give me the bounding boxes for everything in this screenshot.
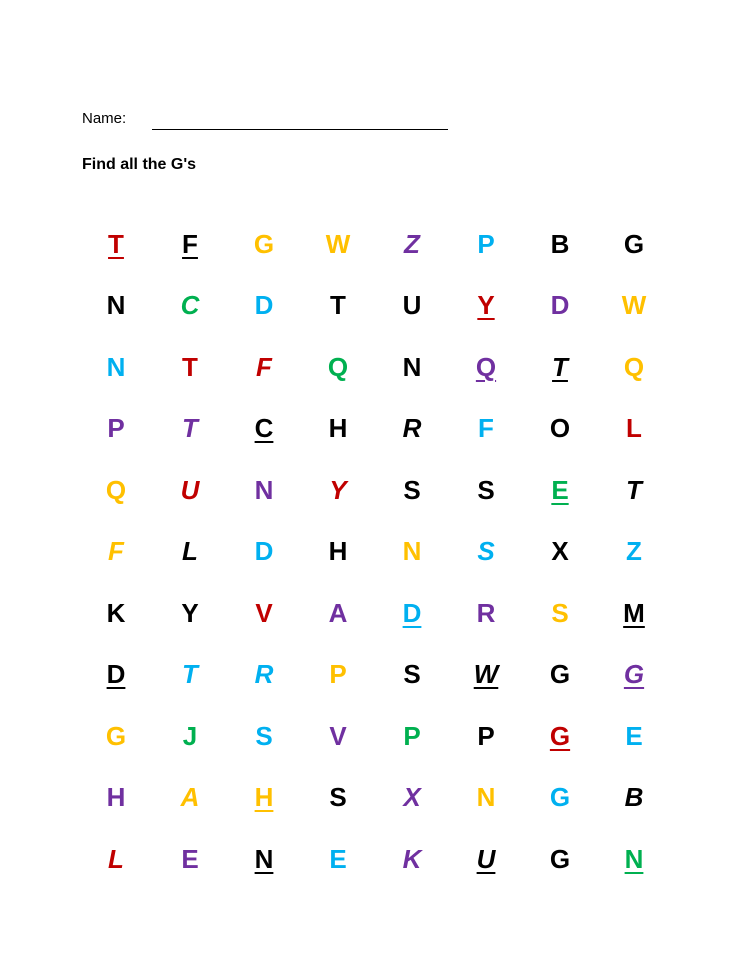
grid-letter[interactable]: A [328, 597, 348, 628]
grid-letter[interactable]: R [476, 597, 496, 628]
grid-letter[interactable]: N [476, 782, 496, 813]
grid-letter[interactable]: Z [626, 536, 642, 567]
grid-letter[interactable]: R [402, 413, 422, 444]
grid-letter[interactable]: Z [404, 228, 420, 259]
grid-letter[interactable]: U [180, 474, 200, 505]
grid-letter[interactable]: Y [181, 597, 199, 628]
grid-letter[interactable]: C [180, 290, 200, 321]
grid-letter[interactable]: L [108, 843, 124, 874]
grid-letter[interactable]: U [476, 843, 496, 874]
grid-letter[interactable]: V [255, 597, 273, 628]
grid-letter[interactable]: B [624, 782, 644, 813]
grid-letter[interactable]: M [623, 597, 645, 628]
grid-letter[interactable]: T [182, 659, 198, 690]
grid-letter[interactable]: Q [475, 351, 497, 382]
grid-letter[interactable]: Q [623, 351, 645, 382]
grid-letter[interactable]: G [105, 720, 127, 751]
grid-letter[interactable]: E [551, 474, 569, 505]
grid-letter[interactable]: P [477, 228, 495, 259]
grid-letter[interactable]: A [180, 782, 200, 813]
letter-grid [79, 213, 671, 890]
worksheet-title: Find all the G's [82, 156, 197, 173]
grid-letter[interactable]: P [329, 659, 347, 690]
grid-letter[interactable]: S [403, 659, 421, 690]
grid-letter[interactable]: G [623, 659, 645, 690]
grid-letter[interactable]: D [402, 597, 422, 628]
name-write-line[interactable] [152, 129, 448, 130]
grid-letter[interactable]: U [402, 290, 422, 321]
grid-letter[interactable]: E [181, 843, 199, 874]
grid-letter[interactable]: S [477, 536, 495, 567]
grid-letter[interactable]: D [254, 536, 274, 567]
grid-letter[interactable]: S [477, 474, 495, 505]
grid-letter[interactable]: N [106, 290, 126, 321]
grid-letter[interactable]: J [182, 720, 198, 751]
grid-letter[interactable]: H [106, 782, 126, 813]
name-label: Name: [82, 110, 127, 127]
grid-letter[interactable]: D [550, 290, 570, 321]
grid-letter[interactable]: S [403, 474, 421, 505]
grid-letter[interactable]: E [625, 720, 643, 751]
grid-letter[interactable]: Q [327, 351, 349, 382]
grid-letter[interactable]: G [549, 659, 571, 690]
grid-letter[interactable]: B [550, 228, 570, 259]
grid-letter[interactable]: Y [477, 290, 495, 321]
grid-letter[interactable]: Q [105, 474, 127, 505]
grid-letter[interactable]: Y [329, 474, 347, 505]
grid-letter[interactable]: X [403, 782, 421, 813]
grid-letter[interactable]: T [552, 351, 568, 382]
grid-letter[interactable]: W [621, 290, 647, 321]
grid-letter[interactable]: D [106, 659, 126, 690]
grid-letter[interactable]: P [107, 413, 125, 444]
grid-letter[interactable]: F [478, 413, 494, 444]
grid-letter[interactable]: W [473, 659, 499, 690]
grid-letter[interactable]: K [106, 597, 126, 628]
grid-letter[interactable]: G [549, 782, 571, 813]
grid-letter[interactable]: T [330, 290, 346, 321]
grid-letter[interactable]: V [329, 720, 347, 751]
grid-letter[interactable]: F [108, 536, 124, 567]
grid-letter[interactable]: S [329, 782, 347, 813]
grid-letter[interactable]: S [551, 597, 569, 628]
grid-letter[interactable]: N [624, 843, 644, 874]
grid-letter[interactable]: D [254, 290, 274, 321]
grid-letter[interactable]: P [403, 720, 421, 751]
grid-letter[interactable]: G [623, 228, 645, 259]
name-row [82, 110, 482, 134]
grid-letter[interactable]: H [254, 782, 274, 813]
grid-letter[interactable]: F [182, 228, 198, 259]
grid-letter[interactable]: T [182, 351, 198, 382]
grid-letter[interactable]: G [253, 228, 275, 259]
grid-letter[interactable]: N [254, 474, 274, 505]
grid-letter[interactable]: T [108, 228, 124, 259]
grid-letter[interactable]: O [549, 413, 571, 444]
grid-letter[interactable]: S [255, 720, 273, 751]
grid-letter[interactable]: H [328, 536, 348, 567]
grid-letter[interactable]: H [328, 413, 348, 444]
grid-letter[interactable]: T [626, 474, 642, 505]
grid-letter[interactable]: N [254, 843, 274, 874]
grid-letter[interactable]: L [182, 536, 198, 567]
grid-letter[interactable]: N [402, 536, 422, 567]
grid-letter[interactable]: L [626, 413, 642, 444]
grid-letter[interactable]: N [402, 351, 422, 382]
grid-letter[interactable]: X [551, 536, 569, 567]
grid-letter[interactable]: C [254, 413, 274, 444]
grid-letter[interactable]: K [402, 843, 422, 874]
grid-letter[interactable]: R [254, 659, 274, 690]
grid-letter[interactable]: T [182, 413, 198, 444]
grid-letter[interactable]: W [325, 228, 351, 259]
grid-letter[interactable]: N [106, 351, 126, 382]
grid-letter[interactable]: F [256, 351, 272, 382]
grid-letter[interactable]: P [477, 720, 495, 751]
grid-letter[interactable]: E [329, 843, 347, 874]
grid-letter[interactable]: G [549, 843, 571, 874]
grid-letter[interactable]: G [549, 720, 571, 751]
